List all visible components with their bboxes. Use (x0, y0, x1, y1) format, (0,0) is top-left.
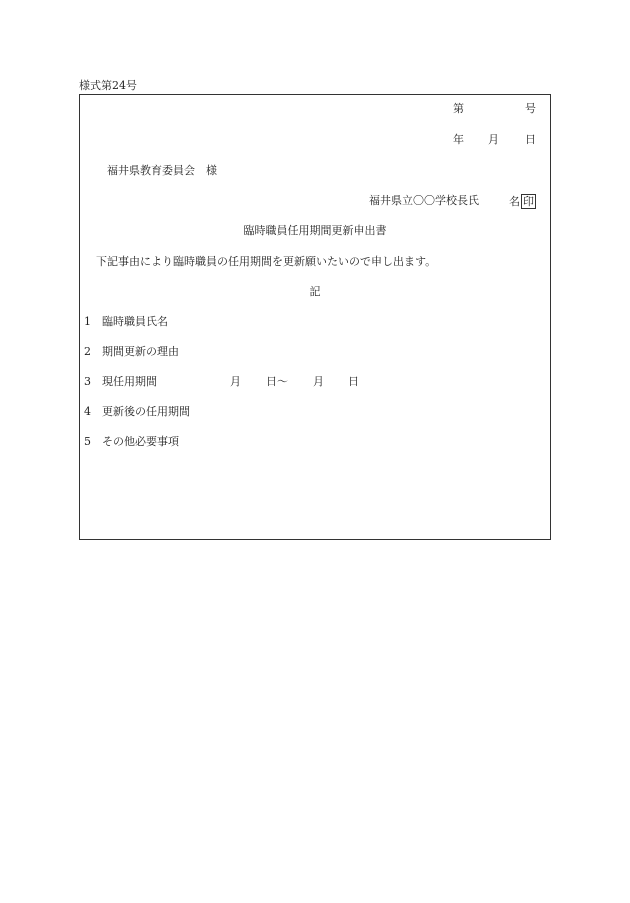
ki-heading: 記 (309, 285, 321, 298)
item-num-2: 2 (84, 345, 91, 358)
item-num-4: 4 (84, 405, 91, 418)
number-prefix: 第 (453, 102, 464, 115)
period-day-2: 日 (348, 375, 359, 388)
period-month-2: 月 (313, 375, 324, 388)
seal-mark: 印 (523, 195, 534, 208)
item-num-1: 1 (84, 315, 91, 328)
name-suffix: 名 (509, 195, 520, 208)
date-year: 年 (453, 133, 464, 146)
item-label-4: 更新後の任用期間 (102, 405, 190, 418)
item-label-1: 臨時職員氏名 (102, 315, 168, 328)
item-num-3: 3 (84, 375, 91, 388)
intro-text: 下記事由により臨時職員の任用期間を更新願いたいので申し出ます。 (96, 255, 437, 268)
date-month: 月 (488, 133, 499, 146)
document-title: 臨時職員任用期間更新申出書 (243, 224, 387, 237)
item-label-2: 期間更新の理由 (102, 345, 179, 358)
form-number: 様式第24号 (79, 79, 137, 92)
applicant-name-field (509, 194, 536, 209)
period-month-1: 月 (230, 375, 241, 388)
date-day: 日 (525, 133, 536, 146)
item-num-5: 5 (84, 435, 91, 448)
addressee: 福井県教育委員会 様 (107, 164, 217, 177)
number-suffix: 号 (525, 102, 536, 115)
item-label-5: その他必要事項 (102, 435, 179, 448)
item-label-3: 現任用期間 (102, 375, 157, 388)
applicant-label: 福井県立〇〇学校長氏 (369, 194, 479, 207)
period-day-1: 日〜 (266, 375, 288, 388)
